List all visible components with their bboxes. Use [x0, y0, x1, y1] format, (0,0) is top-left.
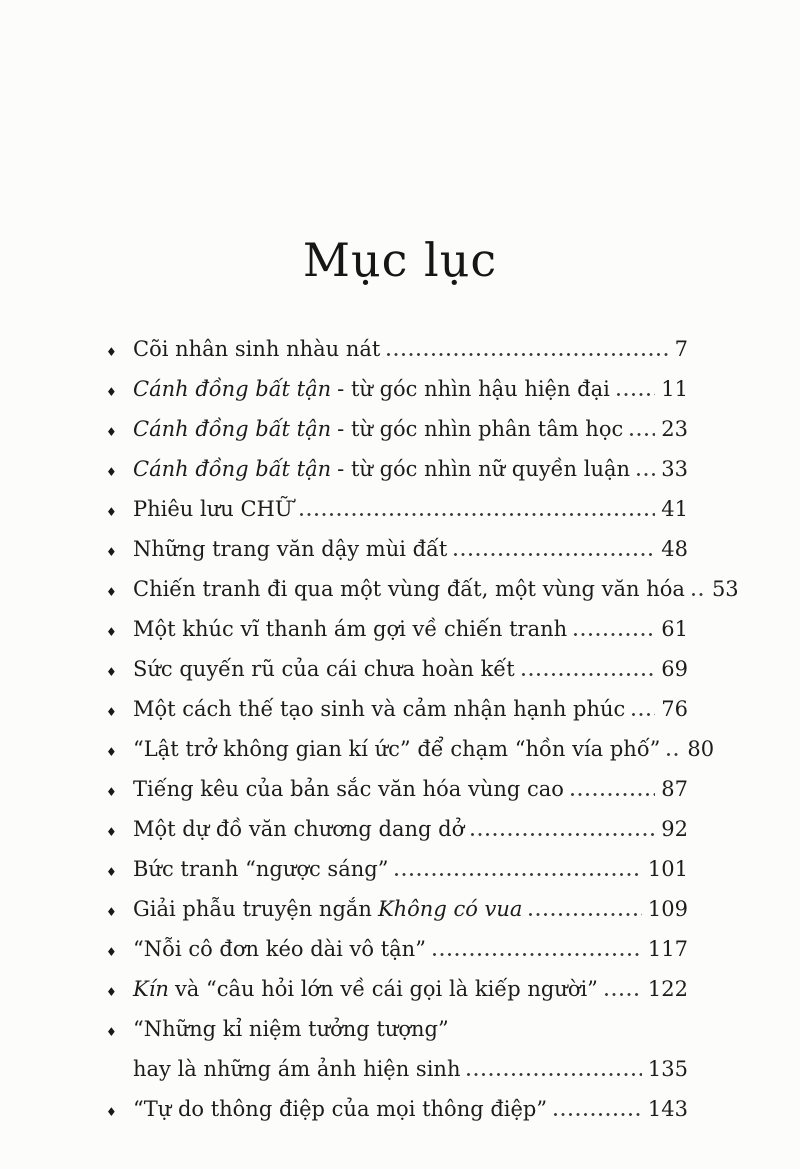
diamond-bullet-icon: ♦ [106, 944, 117, 959]
toc-item-text-italic: Không có vua [377, 896, 523, 921]
toc-item-text: Tiếng kêu của bản sắc văn hóa vùng cao [133, 776, 564, 801]
page-number: 92 [661, 816, 688, 841]
diamond-bullet-icon: ♦ [106, 864, 117, 879]
toc-item-text: “Những kỉ niệm tưởng tượng” [133, 1016, 449, 1041]
dot-leader [387, 353, 668, 356]
toc-item [106, 657, 688, 697]
diamond-bullet-icon: ♦ [106, 704, 117, 719]
toc-item-text: - từ góc nhìn nữ quyền luận [337, 456, 631, 481]
toc-item-text-italic: Cánh đồng bất tận [133, 416, 332, 441]
toc-item [106, 817, 688, 857]
page-number: 23 [661, 416, 688, 441]
diamond-bullet-icon: ♦ [106, 904, 117, 919]
dot-leader [467, 1073, 641, 1076]
toc-item [106, 857, 688, 897]
page-number: 7 [674, 336, 688, 361]
page-number: 69 [661, 656, 688, 681]
toc-item [106, 417, 688, 457]
toc-item-text: “Lật trở không gian kí ức” để chạm “hồn vía phố” [133, 736, 661, 761]
page-number: 41 [661, 496, 688, 521]
page-number: 87 [661, 776, 688, 801]
toc-item-text: Một dự đồ văn chương dang dở [133, 816, 465, 841]
toc-item [106, 377, 688, 417]
toc-item-text: Một cách thế tạo sinh và cảm nhận hạnh phúc [133, 696, 626, 721]
toc-item [106, 697, 688, 737]
toc-item-text: Một khúc vĩ thanh ám gợi về chiến tranh [133, 616, 568, 641]
toc-item [106, 736, 715, 777]
dot-leader [554, 1113, 642, 1116]
page-number: 80 [687, 736, 715, 761]
page-number: 122 [647, 976, 688, 1001]
dot-leader [637, 473, 655, 476]
diamond-bullet-icon: ♦ [106, 544, 117, 559]
page-number: 11 [661, 376, 688, 401]
toc-item-text: - từ góc nhìn phân tâm học [337, 416, 624, 441]
toc-item [106, 1097, 688, 1137]
toc-item-text: Những trang văn dậy mùi đất [133, 536, 448, 561]
diamond-bullet-icon: ♦ [106, 504, 117, 519]
diamond-bullet-icon: ♦ [106, 1024, 117, 1039]
toc-item-text: Cõi nhân sinh nhàu nát [133, 336, 381, 361]
dot-leader [300, 513, 656, 516]
page-number: 117 [647, 936, 688, 961]
toc-item [106, 457, 688, 497]
toc-item [106, 977, 688, 1017]
toc-item [106, 537, 688, 577]
toc-item [106, 497, 688, 537]
table-of-contents [106, 336, 739, 1137]
dot-leader [574, 633, 655, 636]
diamond-bullet-icon: ♦ [106, 784, 117, 799]
toc-item-text: Sức quyến rũ của cái chưa hoàn kết [133, 656, 515, 681]
diamond-bullet-icon: ♦ [106, 584, 117, 599]
toc-item-continuation [106, 1057, 688, 1097]
diamond-bullet-icon: ♦ [106, 744, 117, 759]
toc-item [106, 897, 688, 937]
diamond-bullet-icon: ♦ [106, 1104, 117, 1119]
toc-item-text: “Nỗi cô đơn kéo dài vô tận” [133, 936, 426, 961]
diamond-bullet-icon: ♦ [106, 824, 117, 839]
diamond-bullet-icon: ♦ [106, 464, 117, 479]
toc-item-text-italic: Cánh đồng bất tận [133, 456, 332, 481]
toc-item-text-italic: Cánh đồng bất tận [133, 376, 332, 401]
dot-leader [630, 433, 655, 436]
toc-item-text-italic: Kín [133, 976, 169, 1001]
diamond-bullet-icon: ♦ [106, 984, 117, 999]
dot-leader [433, 953, 642, 956]
dot-leader [632, 713, 655, 716]
diamond-bullet-icon: ♦ [106, 384, 117, 399]
dot-leader [617, 393, 655, 396]
toc-item-text: Bức tranh “ngược sáng” [133, 856, 389, 881]
diamond-bullet-icon: ♦ [106, 624, 117, 639]
toc-item-text: “Tự do thông điệp của mọi thông điệp” [133, 1096, 548, 1121]
page-number: 101 [647, 856, 688, 881]
toc-item-text: Phiêu lưu CHỮ [133, 496, 293, 521]
toc-item-text: Giải phẫu truyện ngắn [133, 896, 372, 921]
page-number: 76 [661, 696, 688, 721]
page-number: 53 [711, 576, 739, 601]
toc-item-text: hay là những ám ảnh hiện sinh [133, 1056, 461, 1081]
toc-item-text: - từ góc nhìn hậu hiện đại [337, 376, 610, 401]
dot-leader [571, 793, 655, 796]
toc-item [106, 576, 739, 617]
dot-leader [522, 673, 656, 676]
toc-item-text: và “câu hỏi lớn về cái gọi là kiếp người” [174, 976, 598, 1001]
dot-leader [529, 913, 641, 916]
diamond-bullet-icon: ♦ [106, 664, 117, 679]
page-number: 143 [647, 1096, 688, 1121]
dot-leader [667, 753, 681, 756]
dot-leader [471, 833, 655, 836]
toc-item [106, 617, 688, 657]
toc-item [106, 337, 688, 377]
toc-item [106, 777, 688, 817]
toc-item-text: Chiến tranh đi qua một vùng đất, một vùng văn hóa [133, 576, 685, 601]
dot-leader [395, 873, 641, 876]
page-number: 61 [661, 616, 688, 641]
page-number: 135 [647, 1056, 688, 1081]
page-number: 48 [661, 536, 688, 561]
dot-leader [454, 553, 655, 556]
toc-item [106, 937, 688, 977]
dot-leader [692, 593, 706, 596]
page-number: 109 [647, 896, 688, 921]
diamond-bullet-icon: ♦ [106, 344, 117, 359]
page-title: Mục lục [302, 233, 498, 287]
dot-leader [605, 993, 642, 996]
page-number: 33 [661, 456, 688, 481]
diamond-bullet-icon: ♦ [106, 424, 117, 439]
toc-item [106, 1017, 688, 1057]
